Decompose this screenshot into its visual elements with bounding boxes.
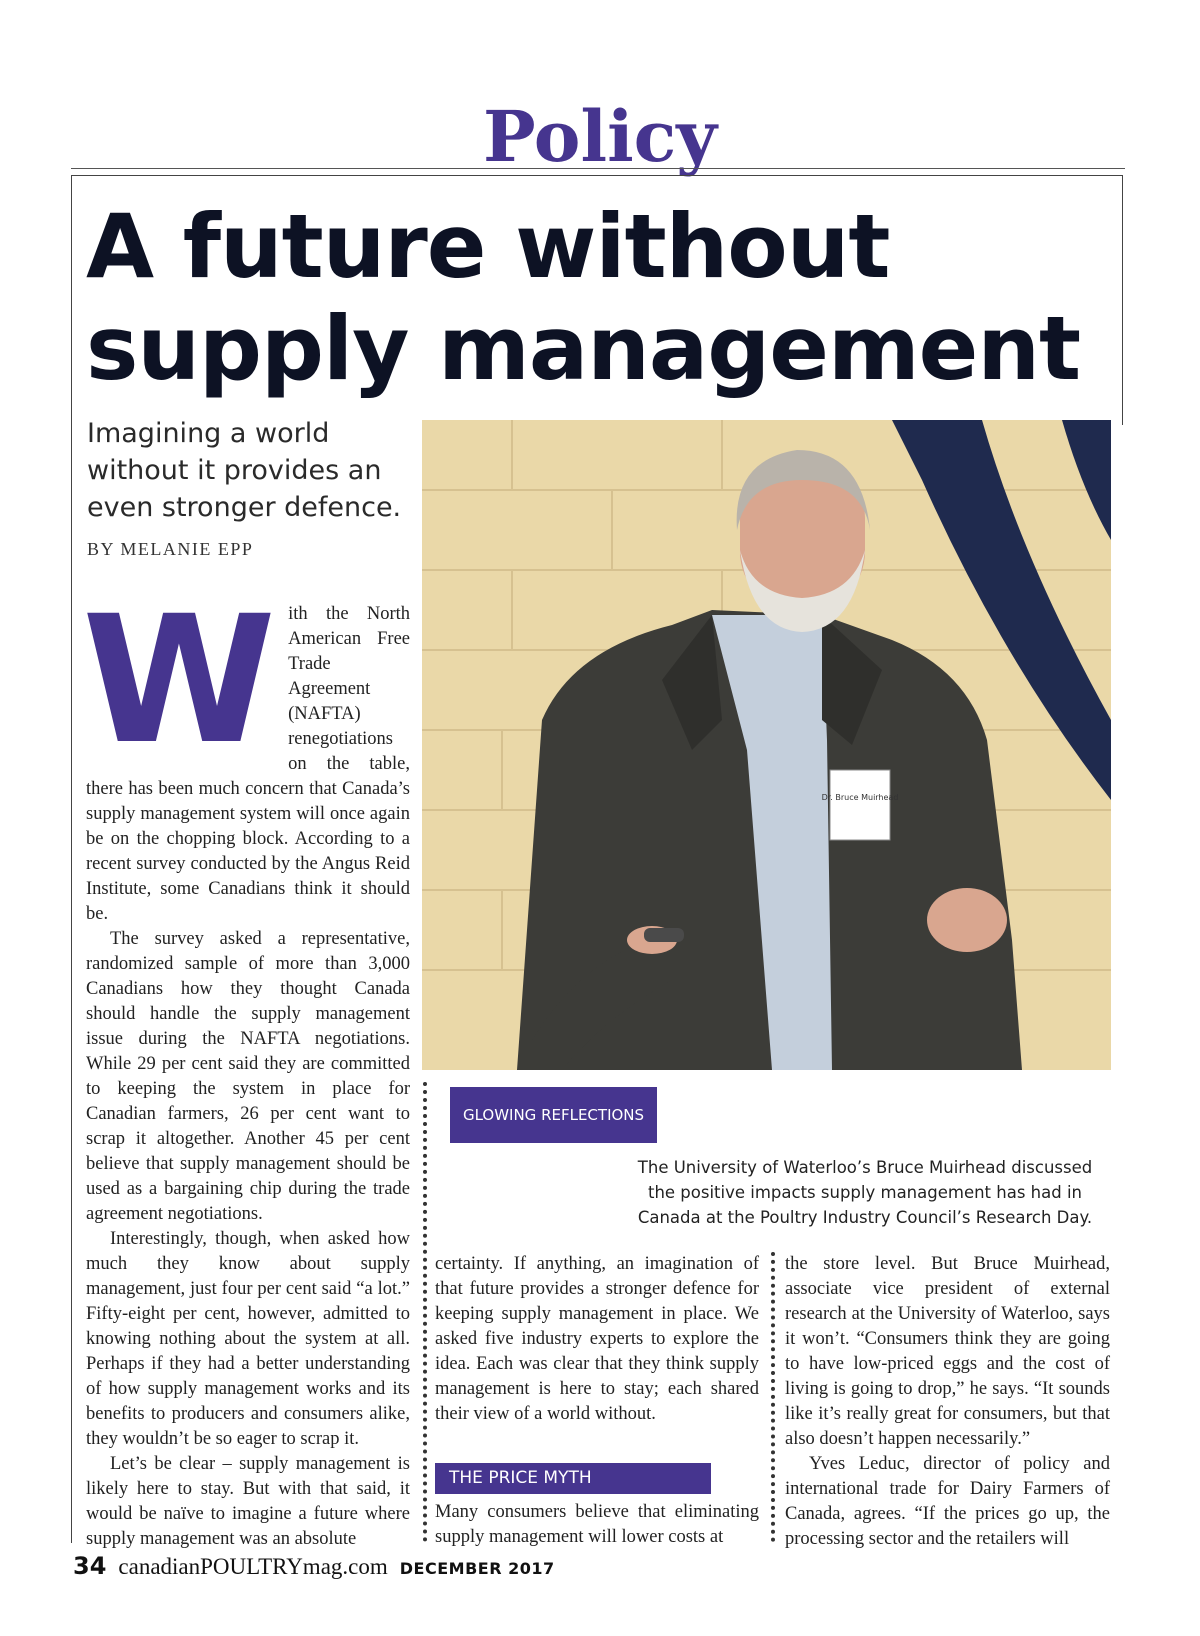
caption-label: GLOWING REFLECTIONS — [450, 1087, 657, 1143]
article-paragraph: ith the North American Free Trade Agreement (NAFTA) renegotiations on the table, there has been much concern that Canada’s supply management system will once again be on the chopping block. According to a recent survey conducted by the Angus Reid Institute, some Canadians think it should be. — [86, 604, 410, 924]
frame-right-border — [1122, 175, 1123, 425]
article-paragraph: certainty. If anything, an imagination of that future provides a stronger defence for keeping supply management in place. We asked five industry experts to explore the idea. Each was clear that they think supply management is here to stay; each shared their view of a world without. — [435, 1254, 759, 1424]
speaker-photo-illustration — [422, 420, 1111, 1070]
drop-cap: W — [82, 578, 277, 783]
column-divider — [423, 1082, 427, 1542]
page-footer — [73, 1552, 555, 1580]
article-column-3 — [785, 1252, 1110, 1552]
frame-top-border — [71, 175, 1123, 176]
article-column-2-continued — [435, 1500, 759, 1550]
name-badge-text: Dr. Bruce Muirhead — [821, 793, 899, 802]
article-column-1 — [82, 578, 410, 1552]
article-paragraph: The survey asked a representative, randomized sample of more than 3,000 Canadians how they thought Canada should handle the supply management issue during the NAFTA negotiations. While 29 per cent said they are committed to keeping the system in place for Canadian farmers, 26 per cent want to scrap it altogether. Another 45 per cent believe that supply management should be used as a bargaining chip during the trade agreement negotiations. — [86, 929, 410, 1224]
article-photo — [422, 420, 1111, 1070]
article-paragraph: the store level. But Bruce Muirhead, associate vice president of external research at the University of Waterloo, says it won’t. “Consumers think they are going to have low-priced eggs and the cost of living is going to drop,” he says. “It sounds like it’s really great for consumers, but that also doesn’t happen necessarily.” — [785, 1254, 1110, 1449]
photo-caption: The University of Waterloo’s Bruce Muirhead discussed the positive impacts supply management has had in Canada at the Poultry Industry Council’s Research Day. — [637, 1158, 1093, 1227]
section-title: Policy — [483, 95, 717, 178]
section-rule — [71, 168, 1125, 169]
byline: BY MELANIE EPP — [87, 539, 254, 559]
frame-left-border — [71, 175, 72, 1543]
article-deck: Imagining a world without it provides an even stronger defence. — [87, 418, 402, 523]
article-headline: A future without supply management — [86, 195, 1081, 400]
site-name: canadianPOULTRYmag.com — [118, 1554, 388, 1579]
article-paragraph: Yves Leduc, director of policy and international trade for Dairy Farmers of Canada, agrees. “If the prices go up, the processing sector and the retailers will — [785, 1454, 1110, 1549]
article-paragraph: Let’s be clear – supply management is likely here to stay. But with that said, it would be naïve to imagine a future where supply management was an absolute — [86, 1454, 410, 1549]
subhead-price-myth: THE PRICE MYTH — [435, 1463, 711, 1494]
issue-date: DECEMBER 2017 — [399, 1559, 555, 1578]
article-column-2 — [435, 1252, 759, 1427]
article-paragraph: Many consumers believe that eliminating supply management will lower costs at — [435, 1502, 759, 1547]
page-number: 34 — [73, 1552, 107, 1580]
article-paragraph: Interestingly, though, when asked how much they know about supply management, just four per cent said “a lot.” Fifty-eight per cent, however, admitted to knowing nothing about the system at all. Perhaps if they had a better understanding of how supply management works and its benefits to producers and consumers alike, they wouldn’t be so eager to scrap it. — [86, 1229, 410, 1449]
column-divider — [771, 1252, 775, 1542]
